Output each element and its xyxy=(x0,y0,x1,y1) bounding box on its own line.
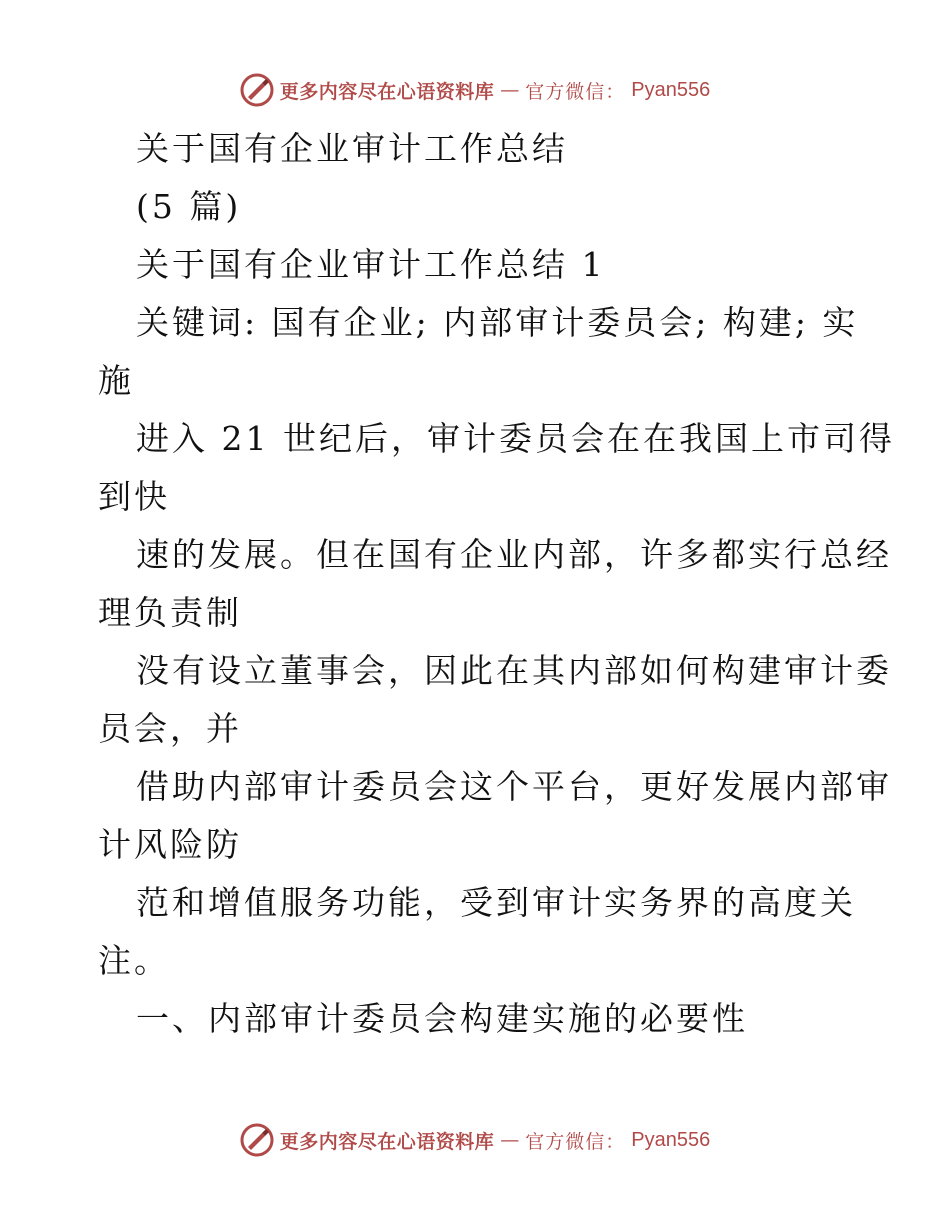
paragraph-line: 没有设立董事会，因此在其内部如何构建审计委 xyxy=(136,651,892,690)
watermark-wechat-id: Pyan556 xyxy=(631,78,711,101)
keywords-line: 关键词: 国有企业; 内部审计委员会; 构建; 实 xyxy=(136,303,859,342)
watermark-wechat-id: Pyan556 xyxy=(631,1128,711,1151)
document-subtitle: (5 篇) xyxy=(136,187,242,226)
header-watermark xyxy=(0,70,950,110)
section-heading: 一、内部审计委员会构建实施的必要性 xyxy=(136,999,748,1038)
paragraph-line-wrap: 员会，并 xyxy=(98,709,242,748)
document-body xyxy=(98,120,895,1048)
watermark-brand: 更多内容尽在心语资料库 xyxy=(279,80,495,103)
section-title: 关于国有企业审计工作总结 1 xyxy=(136,245,606,284)
keywords-line-wrap: 施 xyxy=(98,361,134,400)
paragraph-line-wrap: 到快 xyxy=(98,477,170,516)
watermark-brand: 更多内容尽在心语资料库 xyxy=(279,1130,495,1153)
watermark-official: 官方微信： xyxy=(525,1130,626,1153)
watermark-official: 官方微信： xyxy=(525,80,626,103)
paragraph-line: 范和增值服务功能，受到审计实务界的高度关 xyxy=(136,883,856,922)
footer-watermark xyxy=(0,1120,950,1160)
paragraph-line-wrap: 理负责制 xyxy=(98,593,242,632)
paragraph-line: 速的发展。但在国有企业内部，许多都实行总经 xyxy=(136,535,892,574)
pen-logo-icon xyxy=(240,1123,274,1157)
watermark-dash: — xyxy=(500,1129,520,1151)
pen-logo-icon xyxy=(240,73,274,107)
paragraph-line: 借助内部审计委员会这个平台，更好发展内部审 xyxy=(136,767,892,806)
paragraph-line-wrap: 计风险防 xyxy=(98,825,242,864)
paragraph-line: 进入 21 世纪后，审计委员会在在我国上市司得 xyxy=(136,419,895,458)
document-title: 关于国有企业审计工作总结 xyxy=(136,129,568,168)
paragraph-line-wrap: 注。 xyxy=(98,941,170,980)
watermark-dash: — xyxy=(500,79,520,101)
